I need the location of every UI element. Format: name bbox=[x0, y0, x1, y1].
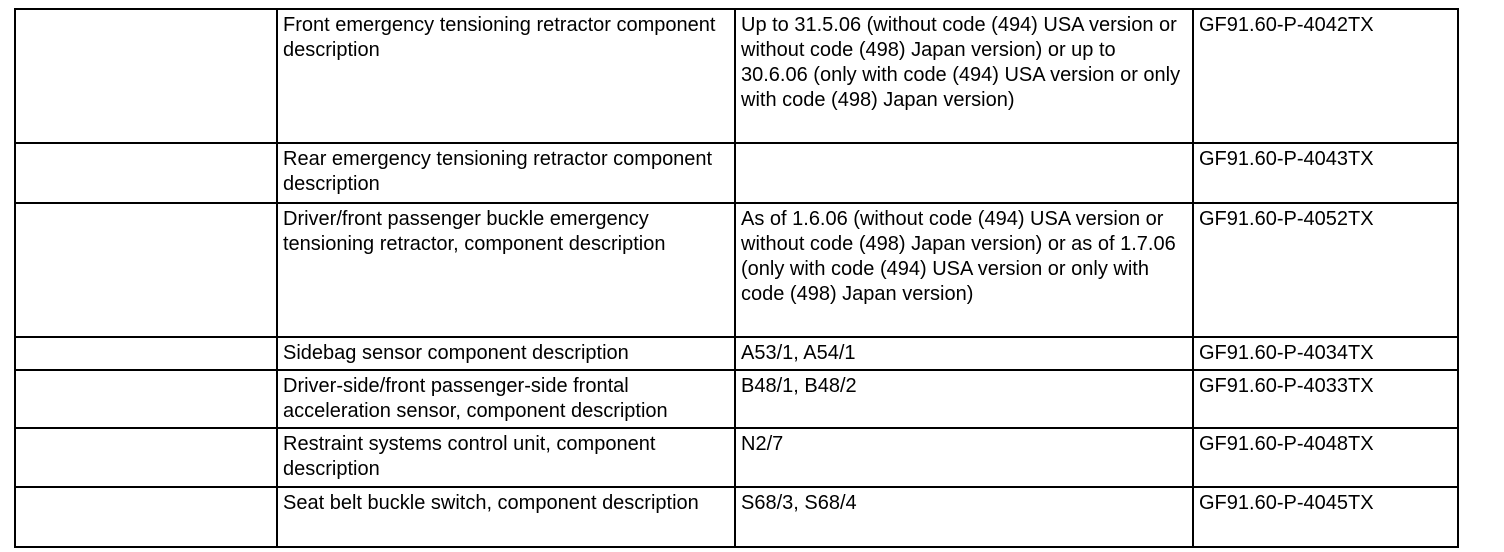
table-row bbox=[15, 487, 1458, 547]
validity-cell: A53/1, A54/1 bbox=[735, 337, 1193, 370]
row-label-cell bbox=[15, 143, 277, 203]
description-cell: Driver-side/front passenger-side frontal acceleration sensor, component description bbox=[277, 370, 735, 428]
validity-cell bbox=[735, 143, 1193, 203]
description-cell: Driver/front passenger buckle emergency tensioning retractor, component description bbox=[277, 203, 735, 337]
validity-cell: N2/7 bbox=[735, 428, 1193, 487]
document-number-cell: GF91.60-P-4052TX bbox=[1193, 203, 1458, 337]
validity-cell: B48/1, B48/2 bbox=[735, 370, 1193, 428]
row-label-cell bbox=[15, 370, 277, 428]
row-label-cell bbox=[15, 428, 277, 487]
table-row bbox=[15, 370, 1458, 428]
row-label-cell bbox=[15, 337, 277, 370]
description-cell: Rear emergency tensioning retractor component description bbox=[277, 143, 735, 203]
table-row bbox=[15, 428, 1458, 487]
description-cell: Restraint systems control unit, component description bbox=[277, 428, 735, 487]
validity-cell: Up to 31.5.06 (without code (494) USA version or without code (498) Japan version) or up to 30.6.06 (only with code (494) USA version or only with code (498) Japan version) bbox=[735, 9, 1193, 143]
row-label-cell bbox=[15, 487, 277, 547]
document-number-cell: GF91.60-P-4034TX bbox=[1193, 337, 1458, 370]
table-row bbox=[15, 9, 1458, 143]
table-row bbox=[15, 203, 1458, 337]
document-number-cell: GF91.60-P-4045TX bbox=[1193, 487, 1458, 547]
component-description-table bbox=[14, 8, 1459, 548]
row-label-cell bbox=[15, 9, 277, 143]
description-cell: Sidebag sensor component description bbox=[277, 337, 735, 370]
document-number-cell: GF91.60-P-4033TX bbox=[1193, 370, 1458, 428]
document-number-cell: GF91.60-P-4043TX bbox=[1193, 143, 1458, 203]
document-number-cell: GF91.60-P-4042TX bbox=[1193, 9, 1458, 143]
document-number-cell: GF91.60-P-4048TX bbox=[1193, 428, 1458, 487]
row-label-cell bbox=[15, 203, 277, 337]
table-row bbox=[15, 337, 1458, 370]
description-cell: Front emergency tensioning retractor component description bbox=[277, 9, 735, 143]
table-row bbox=[15, 143, 1458, 203]
validity-cell: S68/3, S68/4 bbox=[735, 487, 1193, 547]
validity-cell: As of 1.6.06 (without code (494) USA version or without code (498) Japan version) or as of 1.7.06 (only with code (494) USA version or only with code (498) Japan version) bbox=[735, 203, 1193, 337]
description-cell: Seat belt buckle switch, component description bbox=[277, 487, 735, 547]
